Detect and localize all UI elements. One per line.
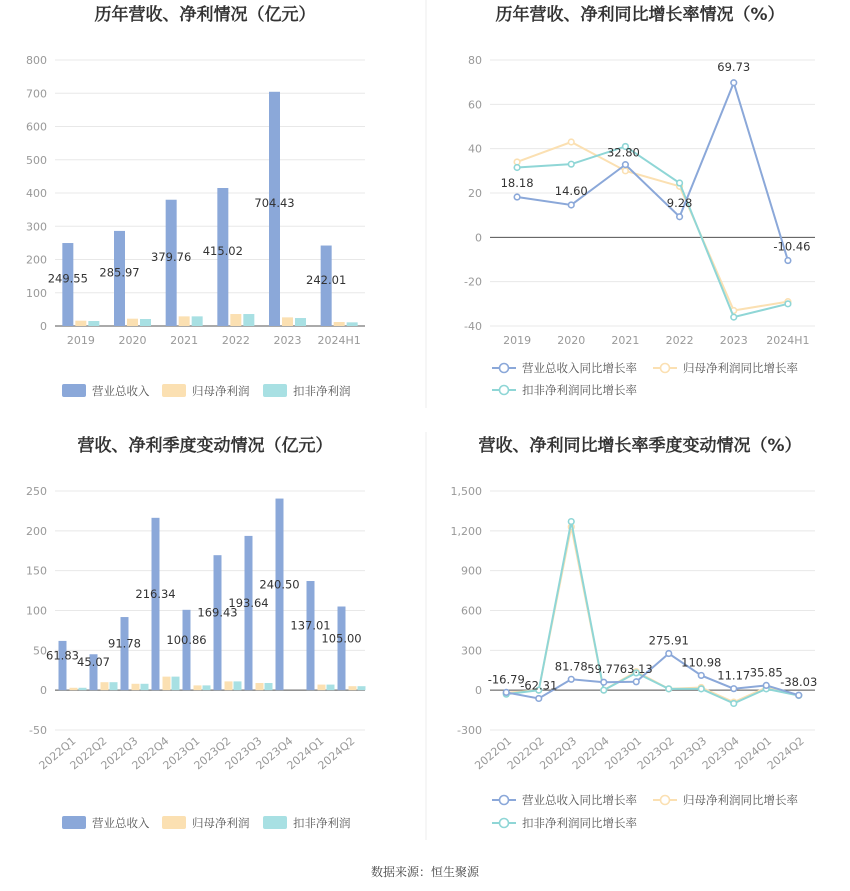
data-label: 704.43 — [254, 195, 295, 210]
y-tick-label: 200 — [26, 253, 47, 267]
y-tick-label: 40 — [468, 142, 482, 156]
bar-deducted-profit — [234, 681, 242, 690]
data-label: 35.85 — [749, 665, 783, 680]
data-point — [514, 165, 520, 171]
data-label: 193.64 — [228, 596, 269, 611]
data-label: 59.77 — [587, 662, 621, 677]
x-tick-label: 2022Q2 — [67, 734, 110, 773]
bar-deducted-profit — [110, 682, 118, 690]
bar-deducted-profit — [79, 688, 87, 690]
chart-title: 历年营收、净利情况（亿元） — [94, 5, 316, 25]
data-label: 275.91 — [648, 633, 689, 648]
bar-revenue — [276, 499, 284, 691]
data-point — [677, 180, 683, 186]
legend-marker — [500, 364, 509, 373]
bar-revenue — [307, 581, 315, 690]
y-tick-label: 400 — [26, 187, 47, 200]
bar-deducted-profit — [140, 319, 151, 326]
x-tick-label: 2023Q3 — [222, 734, 265, 773]
legend-label: 营业总收入 — [92, 384, 150, 398]
data-label: 216.34 — [135, 586, 176, 601]
x-tick-label: 2022 — [221, 334, 250, 347]
series-line — [517, 83, 788, 261]
x-tick-label: 2023Q3 — [667, 734, 710, 773]
data-point — [666, 686, 672, 692]
data-point — [731, 80, 737, 86]
bar-revenue — [245, 536, 253, 690]
legend-label: 归母净利润同比增长率 — [683, 793, 798, 807]
legend-swatch — [62, 816, 86, 829]
y-tick-label: 1,200 — [450, 524, 482, 538]
legend-label: 归母净利润同比增长率 — [683, 361, 798, 375]
x-tick-label: 2020 — [118, 334, 147, 347]
y-tick-label: 80 — [468, 54, 482, 67]
bar-parent-profit — [225, 681, 233, 690]
y-tick-label: 0 — [475, 231, 482, 245]
y-tick-label: 900 — [461, 564, 482, 578]
data-label: 14.60 — [554, 183, 588, 198]
x-tick-label: 2022Q1 — [472, 734, 515, 773]
data-label: 242.01 — [306, 272, 347, 287]
legend-label: 营业总收入同比增长率 — [522, 793, 637, 807]
data-label: 249.55 — [47, 271, 88, 286]
data-point — [677, 214, 683, 220]
data-point — [731, 701, 737, 707]
bar-revenue — [152, 518, 160, 690]
data-label: 45.07 — [77, 655, 110, 670]
y-tick-label: 100 — [26, 286, 47, 300]
x-tick-label: 2023Q2 — [634, 734, 677, 773]
chart-title: 历年营收、净利同比增长率情况（%） — [495, 5, 785, 25]
x-tick-label: 2024H1 — [317, 334, 361, 347]
bar-deducted-profit — [358, 686, 366, 690]
legend-marker — [500, 819, 509, 828]
y-tick-label: 50 — [33, 644, 47, 658]
data-point — [763, 683, 769, 689]
legend-label: 营业总收入同比增长率 — [522, 361, 637, 375]
data-point — [568, 139, 574, 145]
data-label: 32.80 — [606, 145, 640, 160]
x-tick-label: 2024Q2 — [315, 734, 358, 773]
y-tick-label: 600 — [461, 604, 482, 618]
y-tick-label: -40 — [464, 320, 482, 333]
x-tick-label: 2024Q2 — [764, 734, 807, 773]
x-tick-label: 2020 — [557, 334, 586, 347]
bar-deducted-profit — [172, 677, 180, 691]
x-tick-label: 2022Q4 — [569, 734, 612, 773]
data-label: 18.18 — [500, 176, 534, 191]
y-tick-label: 500 — [26, 153, 47, 167]
data-label: 169.43 — [197, 605, 238, 620]
bar-parent-profit — [282, 317, 293, 326]
bar-deducted-profit — [192, 316, 203, 326]
chart-title: 营收、净利季度变动情况（亿元） — [77, 436, 333, 456]
data-label: 63.13 — [619, 661, 653, 676]
x-tick-label: 2023Q1 — [602, 734, 645, 773]
legend-marker — [500, 796, 509, 805]
data-point — [568, 519, 574, 525]
y-tick-label: 0 — [40, 320, 47, 333]
x-tick-label: 2023Q4 — [699, 734, 742, 773]
y-tick-label: 600 — [26, 120, 47, 134]
data-label: 137.01 — [290, 618, 331, 633]
x-tick-label: 2023Q2 — [191, 734, 234, 773]
bar-deducted-profit — [265, 683, 273, 690]
data-point — [633, 679, 639, 685]
bar-parent-profit — [70, 688, 78, 690]
bar-deducted-profit — [243, 314, 254, 326]
x-tick-label: 2022Q1 — [36, 734, 79, 773]
data-point — [785, 301, 791, 307]
data-label: 91.78 — [108, 636, 141, 651]
bar-parent-profit — [194, 685, 202, 690]
data-point — [796, 692, 802, 698]
data-point — [568, 161, 574, 167]
data-point — [623, 162, 629, 168]
data-point — [514, 194, 520, 200]
data-point — [785, 258, 791, 264]
bar-revenue — [121, 617, 129, 690]
legend-label: 扣非净利润同比增长率 — [522, 816, 637, 830]
x-tick-label: 2021 — [170, 334, 199, 347]
bar-parent-profit — [101, 682, 109, 690]
legend-label: 扣非净利润 — [293, 384, 351, 398]
y-tick-label: 1,500 — [450, 485, 482, 498]
bar-deducted-profit — [88, 321, 99, 326]
y-tick-label: -300 — [457, 724, 482, 737]
bar-revenue — [214, 555, 222, 690]
data-point — [568, 202, 574, 208]
y-tick-label: 0 — [475, 684, 482, 698]
legend-swatch — [263, 384, 287, 397]
data-label: 61.83 — [46, 648, 79, 663]
data-point — [568, 677, 574, 683]
bar-revenue — [338, 607, 346, 691]
bar-parent-profit — [132, 684, 140, 690]
y-tick-label: 300 — [26, 220, 47, 234]
x-tick-label: 2022Q3 — [98, 734, 141, 773]
x-tick-label: 2022Q4 — [129, 734, 172, 773]
legend-swatch — [162, 384, 186, 397]
data-label: 415.02 — [202, 244, 243, 259]
legend-label: 归母净利润 — [192, 384, 250, 398]
data-label: 81.78 — [554, 659, 588, 674]
bar-deducted-profit — [203, 685, 211, 690]
y-tick-label: 60 — [468, 98, 482, 112]
y-tick-label: 250 — [26, 485, 47, 498]
data-label: -16.79 — [487, 672, 525, 687]
data-label: -10.46 — [773, 239, 811, 254]
data-label: -38.03 — [780, 675, 818, 690]
y-tick-label: 800 — [26, 54, 47, 67]
chart-title: 营收、净利同比增长率季度变动情况（%） — [478, 436, 802, 456]
y-tick-label: 0 — [40, 684, 47, 698]
bar-revenue — [183, 610, 191, 690]
data-label: 110.98 — [681, 655, 722, 670]
x-tick-label: 2019 — [503, 334, 532, 347]
x-tick-label: 2019 — [66, 334, 95, 347]
bar-deducted-profit — [295, 318, 306, 326]
x-tick-label: 2021 — [611, 334, 640, 347]
y-tick-label: 300 — [461, 644, 482, 658]
legend-marker — [661, 796, 670, 805]
bar-parent-profit — [256, 683, 264, 690]
data-label: 285.97 — [99, 265, 140, 280]
bar-deducted-profit — [141, 684, 149, 690]
legend-marker — [661, 364, 670, 373]
x-tick-label: 2023 — [273, 334, 302, 347]
bar-parent-profit — [334, 322, 345, 326]
legend-swatch — [162, 816, 186, 829]
data-point — [503, 690, 509, 696]
y-tick-label: 700 — [26, 87, 47, 101]
bar-parent-profit — [163, 677, 171, 691]
data-point — [698, 686, 704, 692]
data-point — [666, 651, 672, 657]
y-tick-label: 150 — [26, 564, 47, 578]
legend-marker — [500, 386, 509, 395]
y-tick-label: 20 — [468, 187, 482, 200]
y-tick-label: -20 — [464, 275, 482, 289]
bar-deducted-profit — [347, 322, 358, 326]
data-label: 100.86 — [166, 632, 207, 647]
bar-parent-profit — [230, 314, 241, 326]
data-point — [601, 679, 607, 685]
x-tick-label: 2023Q1 — [160, 734, 203, 773]
x-tick-label: 2023 — [719, 334, 748, 347]
bar-parent-profit — [349, 686, 357, 690]
x-tick-label: 2022Q3 — [537, 734, 580, 773]
data-label: 9.28 — [666, 195, 693, 210]
legend-swatch — [62, 384, 86, 397]
x-tick-label: 2024H1 — [766, 334, 810, 347]
x-tick-label: 2024Q1 — [284, 734, 327, 773]
x-tick-label: 2023Q4 — [253, 734, 296, 773]
legend-label: 营业总收入 — [92, 816, 150, 830]
bar-parent-profit — [318, 685, 326, 691]
data-label: 105.00 — [321, 631, 362, 646]
y-tick-label: 200 — [26, 524, 47, 538]
source-note: 数据来源：恒生聚源 — [370, 865, 480, 879]
data-label: 379.76 — [151, 249, 192, 264]
legend-label: 扣非净利润 — [293, 816, 351, 830]
bar-parent-profit — [179, 316, 190, 326]
legend-swatch — [263, 816, 287, 829]
data-label: 69.73 — [717, 59, 751, 74]
data-label: 240.50 — [259, 577, 300, 592]
x-tick-label: 2022Q2 — [504, 734, 547, 773]
y-tick-label: -50 — [29, 724, 47, 737]
legend-label: 归母净利润 — [192, 816, 250, 830]
bar-parent-profit — [127, 319, 138, 326]
data-point — [698, 673, 704, 679]
x-tick-label: 2022 — [665, 334, 694, 347]
legend-label: 扣非净利润同比增长率 — [522, 383, 637, 397]
series-line — [517, 142, 788, 310]
series-line — [517, 146, 788, 317]
data-point — [536, 696, 542, 702]
data-label: -62.31 — [520, 678, 558, 693]
bar-deducted-profit — [327, 685, 335, 691]
data-point — [623, 168, 629, 174]
data-point — [731, 686, 737, 692]
bar-parent-profit — [75, 321, 86, 326]
data-point — [731, 314, 737, 320]
y-tick-label: 100 — [26, 604, 47, 618]
data-point — [601, 687, 607, 693]
data-label: 11.17 — [717, 668, 751, 683]
x-tick-label: 2024Q1 — [732, 734, 775, 773]
